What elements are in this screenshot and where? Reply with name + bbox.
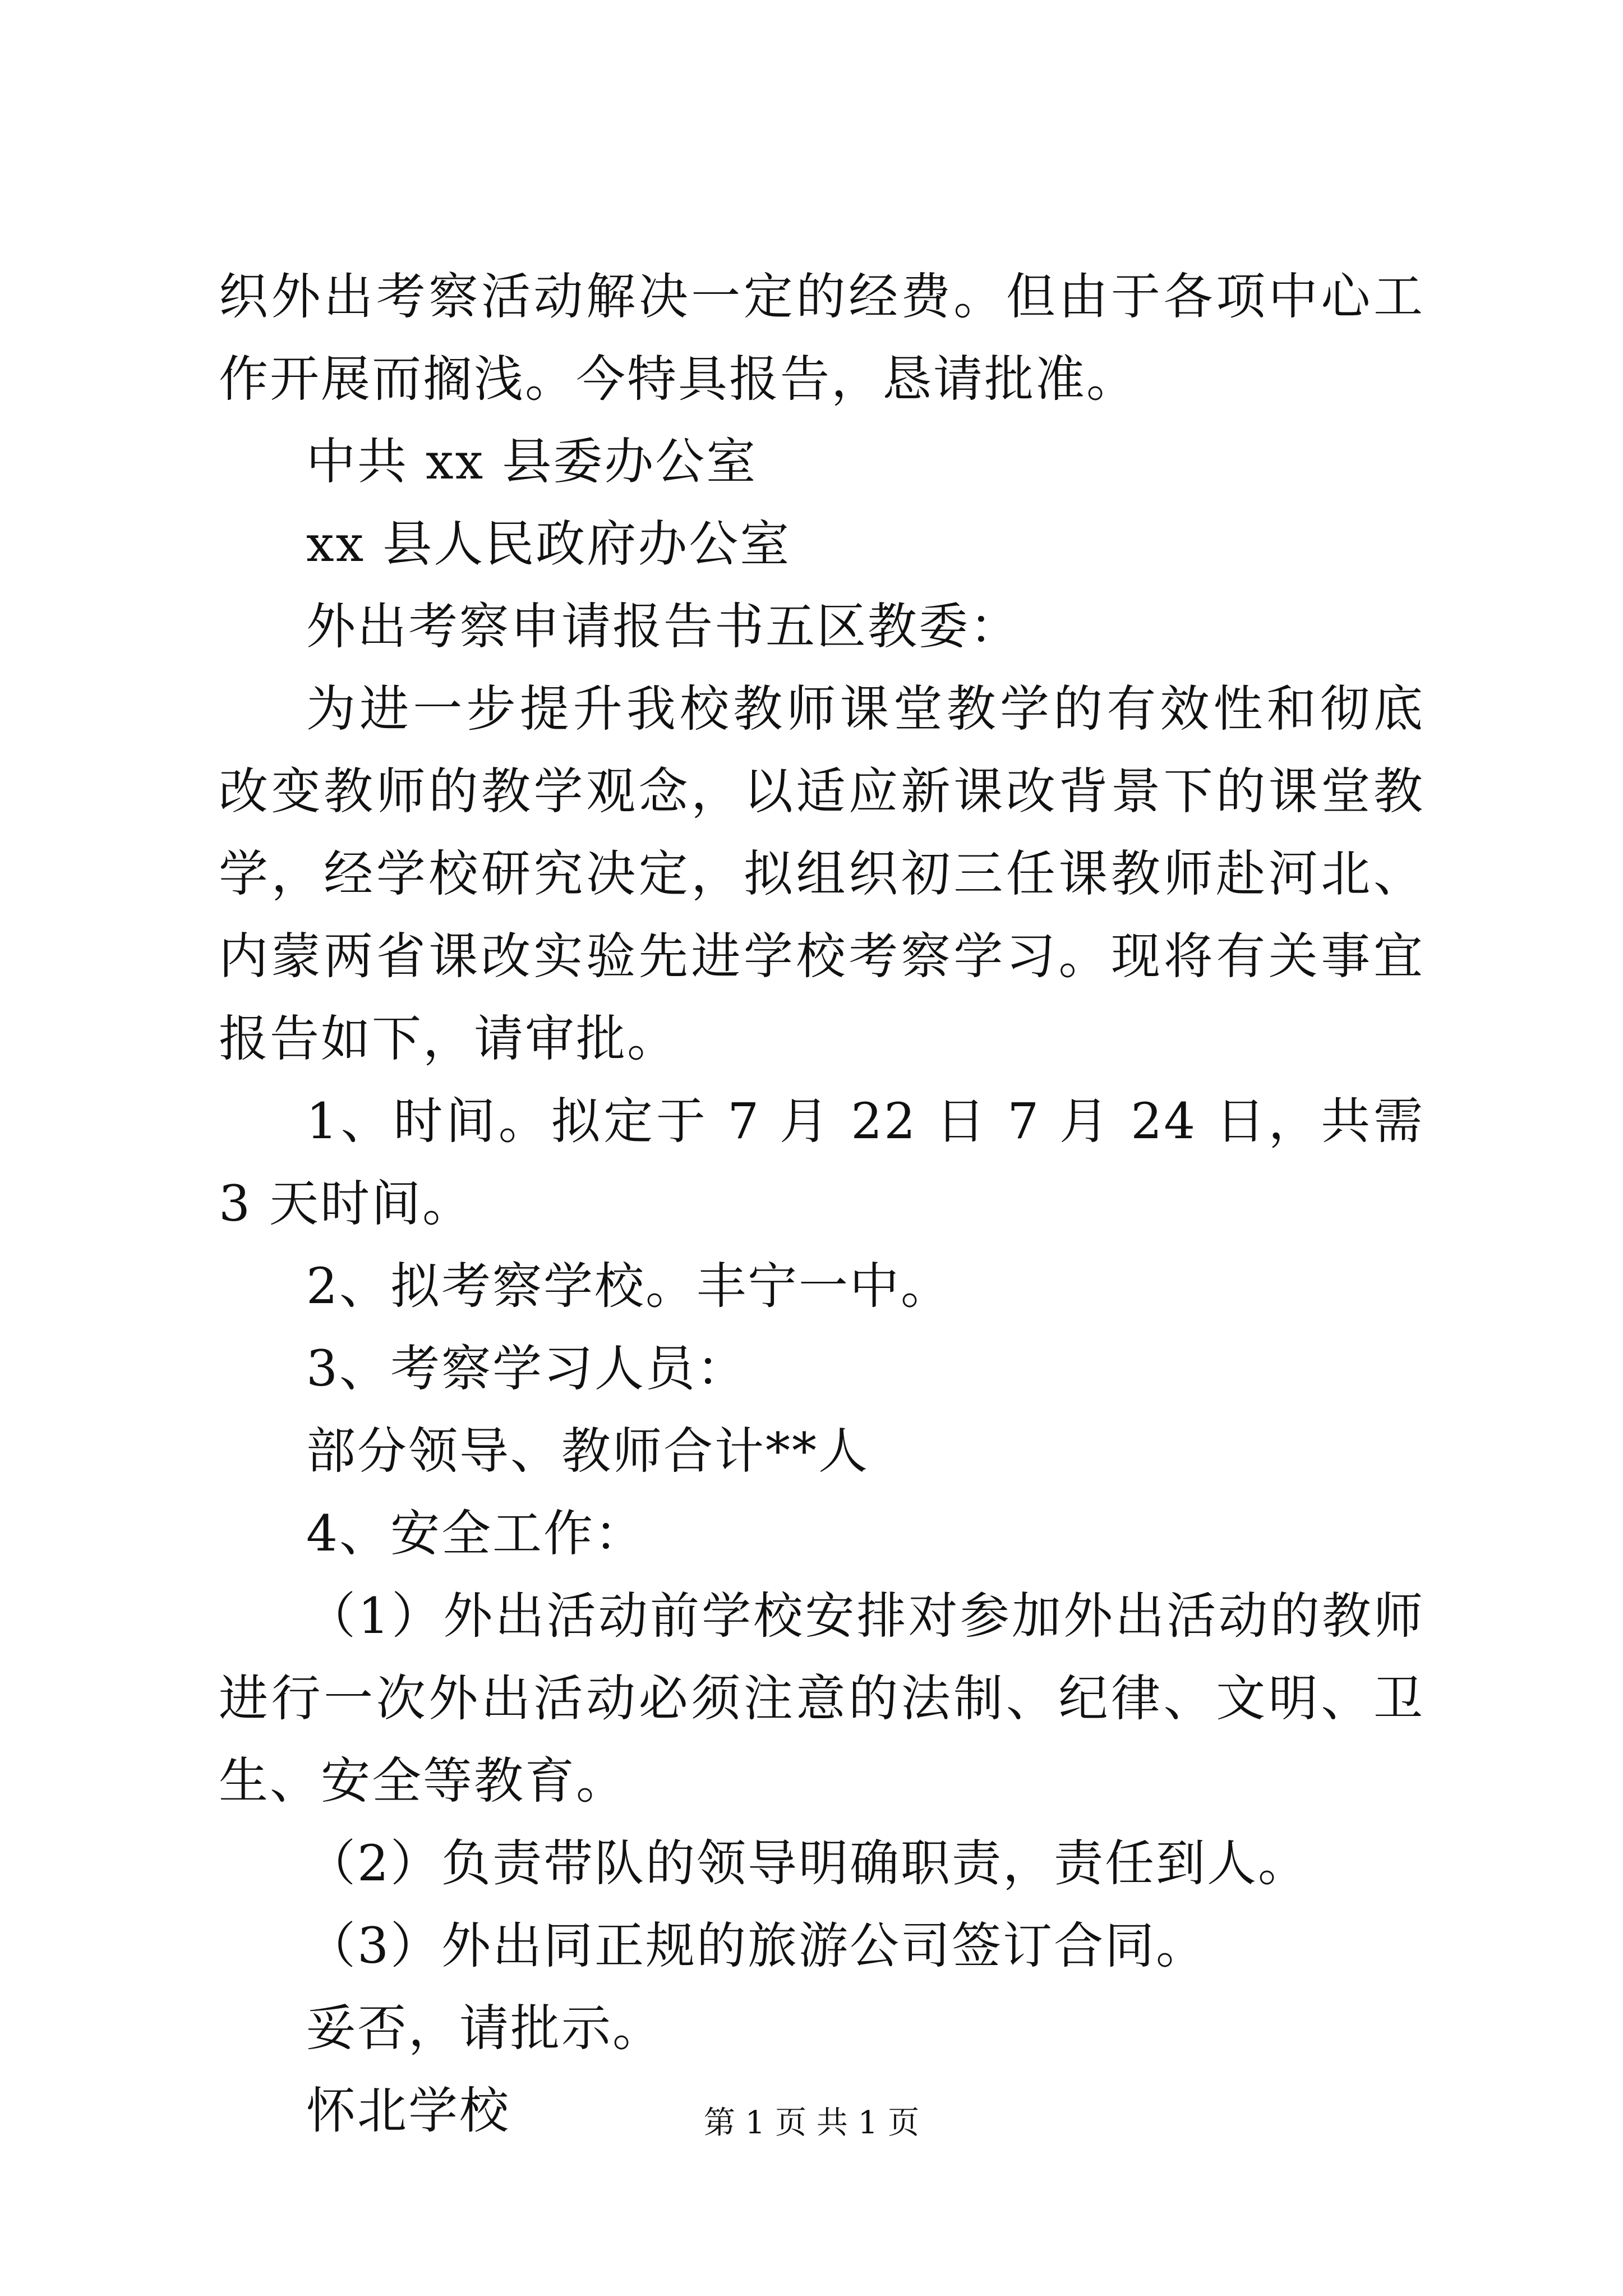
paragraph-funding-request: 织外出考察活动解决一定的经费。但由于各项中心工作开展而搁浅。今特具报告，恳请批准。 xyxy=(219,268,1424,408)
paragraph-signature-school: 怀北学校 xyxy=(306,2082,511,2139)
paragraph-item-personnel: 3、考察学习人员： xyxy=(306,1340,748,1397)
paragraph-personnel-count: 部分领导、教师合计**人 xyxy=(306,1422,870,1480)
paragraph-report-heading: 外出考察申请报告书五区教委： xyxy=(306,597,1021,655)
paragraph-approval-request: 妥否，请批示。 xyxy=(306,1999,664,2057)
paragraph-safety-2: （2）负责带队的领导明确职责，责任到人。 xyxy=(306,1834,1309,1892)
paragraph-sender-party-office: 中共 xx 县委办公室 xyxy=(306,432,758,490)
page-number: 第 1 页 共 1 页 xyxy=(703,2105,920,2141)
paragraph-item-safety: 4、安全工作： xyxy=(306,1504,645,1562)
page-footer xyxy=(0,2101,1623,2146)
paragraph-purpose: 为进一步提升我校教师课堂教学的有效性和彻底改变教师的教学观念，以适应新课改背景下的课堂教学，经学校研究决定，拟组织初三任课教师赴河北、内蒙两省课改实验先进学校考察学习。现将有关事宜报告如下，请审批。 xyxy=(219,680,1424,1068)
paragraph-sender-government-office: xx 县人民政府办公室 xyxy=(306,515,791,573)
paragraph-safety-1: （1）外出活动前学校安排对参加外出活动的教师进行一次外出活动必须注意的法制、纪律、文明、卫生、安全等教育。 xyxy=(219,1587,1424,1810)
document-body xyxy=(219,255,1424,2152)
paragraph-item-time: 1、时间。拟定于 7 月 22 日 7 月 24 日，共需 3 天时间。 xyxy=(219,1092,1424,1232)
paragraph-item-school: 2、拟考察学校。丰宁一中。 xyxy=(306,1257,952,1315)
paragraph-safety-3: （3）外出同正规的旅游公司签订合同。 xyxy=(306,1917,1207,1975)
